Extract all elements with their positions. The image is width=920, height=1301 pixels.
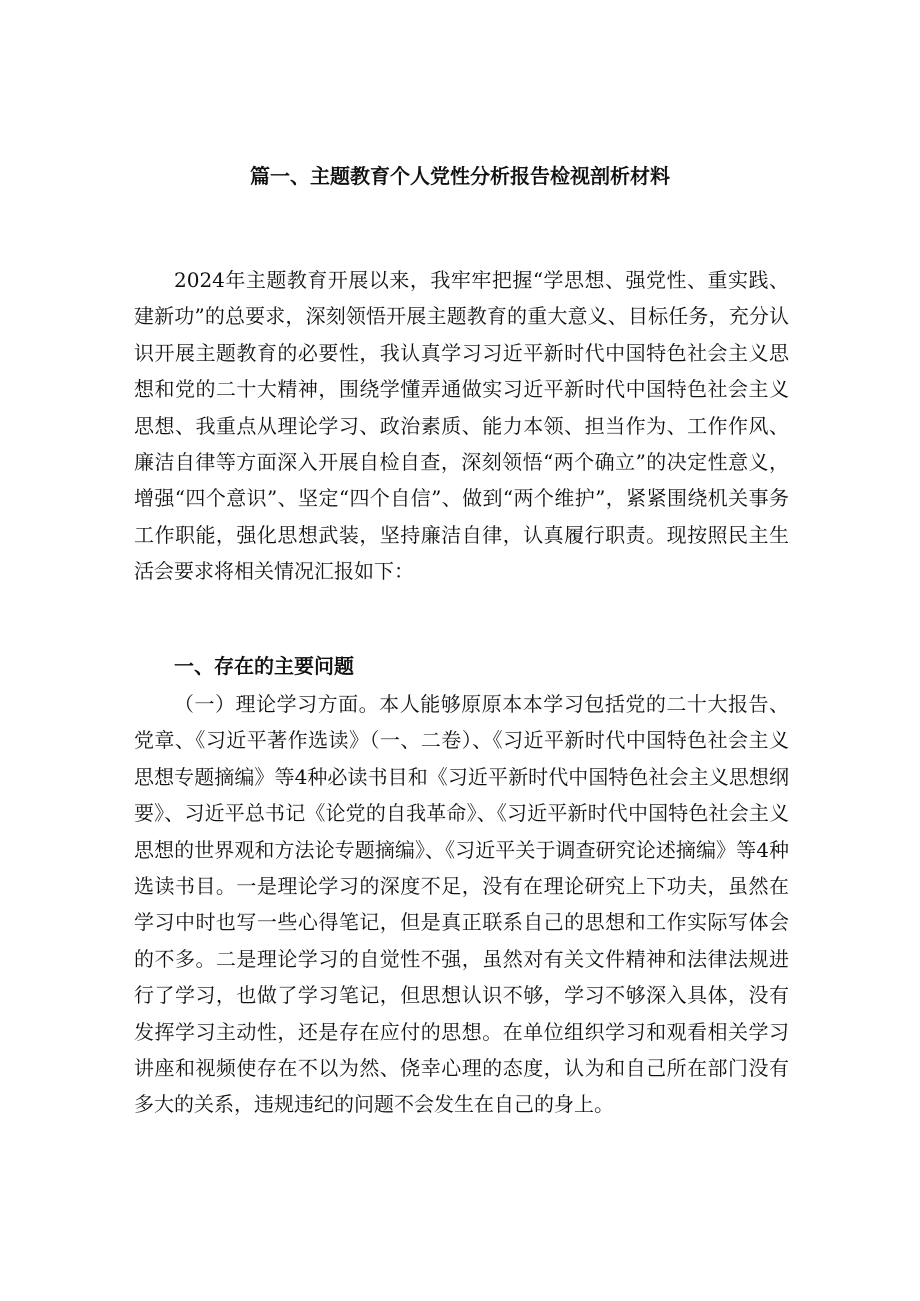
- intro-paragraph: 2024年主题教育开展以来，我牢牢把握“学思想、强党性、重实践、建新功”的总要求，深刻领悟开展主题教育的重大意义、目标任务，充分认识开展主题教育的必要性，我认真学习习近平新时代中国特色社会主义思想和党的二十大精神，围绕学懂弄通做实习近平新时代中国特色社会主义思想、我重点从理论学习、政治素质、能力本领、担当作为、工作作风、廉洁自律等方面深入开展自检自查，深刻领悟“两个确立”的决定性意义，增强“四个意识”、坚定“四个自信”、做到“两个维护”，紧紧围绕机关事务工作职能，强化思想武装，坚持廉洁自律，认真履行职责。现按照民主生活会要求将相关情况汇报如下：: [134, 268, 789, 584]
- section-heading: 一、存在的主要问题: [174, 654, 354, 678]
- section-paragraph: （一）理论学习方面。本人能够原原本本学习包括党的二十大报告、党章、《习近平著作选读》（一、二卷）、《习近平新时代中国特色社会主义思想专题摘编》等4种必读书目和《习近平新时代中国特色社会主义思想纲要》、习近平总书记《论党的自我革命》、《习近平新时代中国特色社会主义思想的世界观和方法论专题摘编》、《习近平关于调查研究论述摘编》等4种选读书目。一是理论学习的深度不足，没有在理论研究上下功夫，虽然在学习中时也写一些心得笔记，但是真正联系自己的思想和工作实际写体会的不多。二是理论学习的自觉性不强，虽然对有关文件精神和法律法规进行了学习，也做了学习笔记，但思想认识不够，学习不够深入具体，没有发挥学习主动性，还是存在应付的思想。在单位组织学习和观看相关学习讲座和视频使存在不以为然、侥幸心理的态度，认为和自己所在部门没有多大的关系，违规违纪的问题不会发生在自己的身上。: [134, 692, 789, 1117]
- document-title: 篇一、主题教育个人党性分析报告检视剖析材料: [250, 164, 670, 188]
